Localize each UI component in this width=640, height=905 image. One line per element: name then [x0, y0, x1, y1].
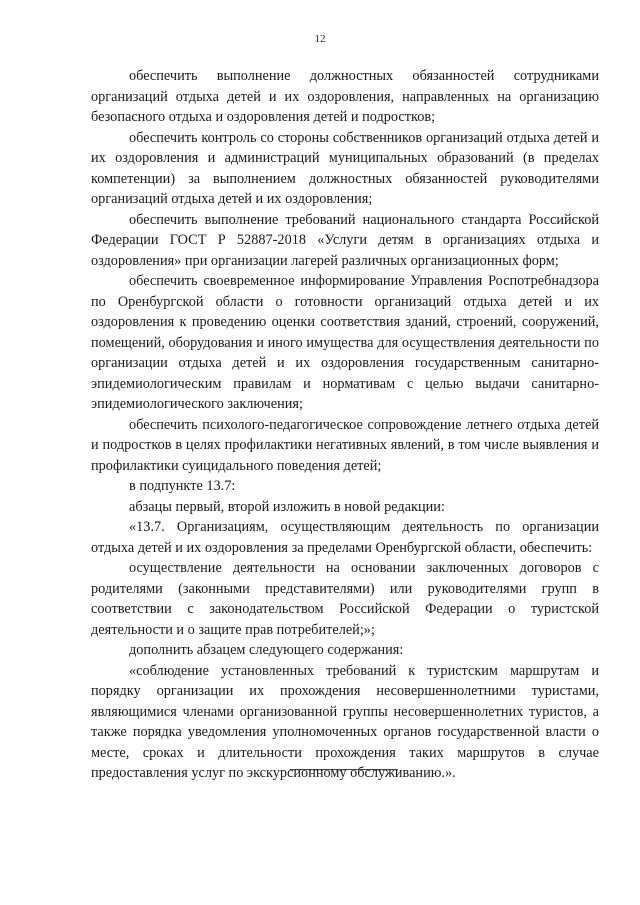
- paragraph: дополнить абзацем следующего содержания:: [129, 642, 404, 658]
- end-of-document-line: [290, 769, 398, 770]
- paragraph: обеспечить выполнение требований национального стандарта Российской Федерации ГОСТ Р 52887-2018 «Услуги детям в организациях отдыха и оздоровления» при организации лагерей различных организационных форм;: [91, 211, 599, 269]
- paragraph: обеспечить психолого-педагогическое сопровождение летнего отдыха детей и подростков в целях профилактики негативных явлений, в том числе выявления и профилактики суицидального поведения детей;: [91, 416, 599, 474]
- paragraph: обеспечить контроль со стороны собственников организаций отдыха детей и их оздоровления и администраций муниципальных образований (в пределах компетенции) за выполнением должностных обязанностей руководителями организаций отдыха детей и их оздоровления;: [91, 129, 599, 207]
- paragraph: осуществление деятельности на основании заключенных договоров с родителями (законными представителями) или руководителями групп в соответствии с законодательством Российской Федерации о туристской деятельности и о защите прав потребителей;»;: [91, 560, 599, 638]
- paragraph: обеспечить выполнение должностных обязанностей сотрудниками организаций отдыха детей и их оздоровления, направленных на организацию безопасного отдыха и оздоровления детей и подростков;: [91, 68, 599, 125]
- paragraph: абзацы первый, второй изложить в новой редакции:: [129, 498, 445, 515]
- paragraph: «соблюдение установленных требований к туристским маршрутам и порядку организации их прохождения несовершеннолетними туристами, являющимися членами организованной группы несовершеннолетних туристов, а также порядка уведомления уполномоченных органов государственной власти о месте, сроках и длительности прохождения таких маршрутов в случае предоставления услуг по экскурсионному обслуживанию.».: [91, 662, 599, 781]
- paragraph: обеспечить своевременное информирование Управления Роспотребнадзора по Оренбургской области о готовности организаций отдыха детей и их оздоровления к проведению оценки соответствия зданий, строений, сооружений, помещений, оборудования и иного имущества для осуществления деятельности по организации отдыха детей и их оздоровления государственным санитарно-эпидемиологическим правилам и нормативам с целью выдачи санитарно-эпидемиологического заключения;: [91, 273, 599, 412]
- paragraph: «13.7. Организациям, осуществляющим деятельность по организации отдыха детей и их оздоровления за пределами Оренбургской области, обеспечить:: [91, 519, 599, 556]
- paragraph: в подпункте 13.7:: [129, 478, 236, 494]
- page-number: 12: [314, 33, 326, 45]
- document-body: [91, 66, 599, 784]
